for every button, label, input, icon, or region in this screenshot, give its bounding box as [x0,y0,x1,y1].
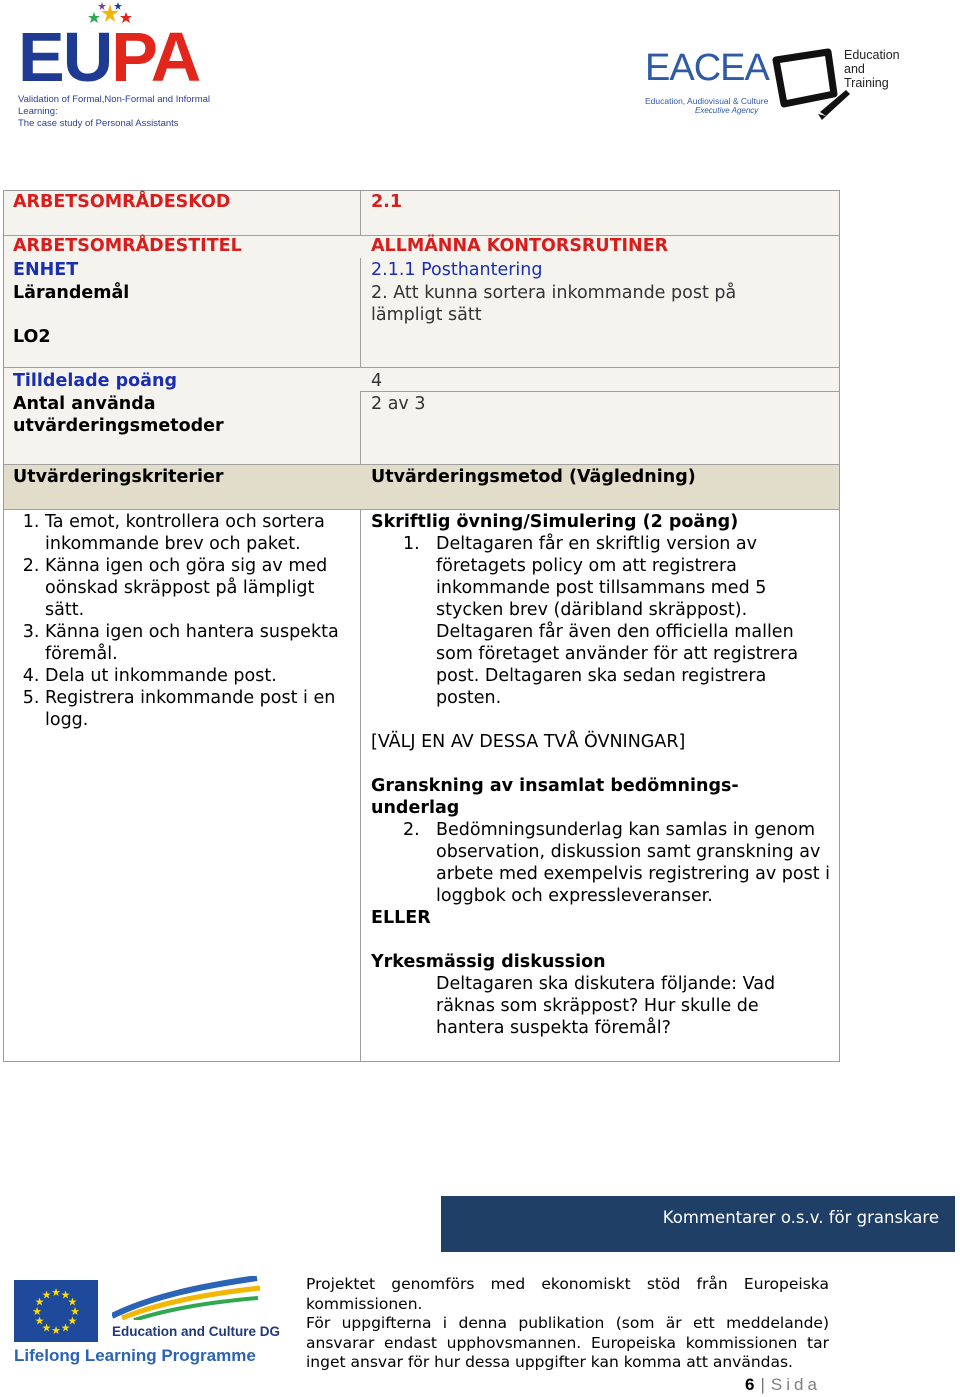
points-label: Tilldelade poäng [13,371,177,391]
criteria-item: 4. Dela ut inkommande post. [45,665,357,687]
eupa-logo [14,2,239,129]
eu-flag-icon [14,1280,98,1342]
unit-value: 2.1.1 Posthantering [371,260,543,280]
method3-text: Deltagaren ska diskutera följande: Vad räknas som skräppost? Hur skulle de hantera suspekta föremål? [436,974,776,1038]
svg-text:★: ★ [51,1324,61,1337]
method2-title: Granskning av insamlat bedömnings-underlag [371,776,739,818]
svg-text:★: ★ [34,1295,45,1309]
methods-label: Antal använda utvärderingsmetoder [13,394,224,436]
learning-goal-code: LO2 [13,327,51,347]
or-label: ELLER [371,908,431,928]
learning-goal-label: Lärandemål [13,283,130,303]
methods-value: 2 av 3 [371,394,426,414]
svg-text:★: ★ [60,1321,71,1335]
education-training-logo: Education and Training [772,46,902,122]
svg-text:★: ★ [51,1286,61,1299]
page-number: 6 | Sida [745,1375,821,1394]
disclaimer-responsibility: För uppgifterna i denna publikation (som är ett meddelande) ansvarar endast upphovsmannen. Europeiska kommissionen tar inget ansvar för hur dessa uppgifter kan komma att användas. [306,1314,829,1371]
reviewer-comments-banner [441,1196,955,1252]
llp-label: Lifelong Learning Programme [14,1346,256,1365]
criteria-header: Utvärderingskriterier [13,467,224,487]
method2-text: Bedömningsunderlag kan samlas in genom observation, diskussion samt granskning av arbete med exempelvis registrering av post i loggbok och expressleveranser. [436,820,830,906]
svg-text:★: ★ [70,1305,80,1318]
criteria-item: 2. Känna igen och göra sig av med oönskad skräppost på lämpligt sätt. [45,555,357,621]
banner-text: Kommentarer o.s.v. för granskare [662,1208,939,1227]
method1-number: 1. [403,534,420,554]
method1-text: Deltagaren får en skriftlig version av företagets policy om att registrera inkommande post tillsammans med 5 stycken brev (däribland skräppost). Deltagaren får även den officiella mallen som företaget använder för att registrera post. Deltagaren ska sedan registrera posten. [436,534,799,708]
criteria-item: 3. Känna igen och hantera suspekta föremål. [45,621,357,665]
eu-dg-label: Education and Culture DG [112,1324,281,1339]
eacea-wordmark: EACEA [645,47,769,89]
method1-title: Skriftlig övning/Simulering (2 poäng) [371,512,739,532]
swoosh-icon [112,1276,262,1320]
computer-screen-icon [772,46,852,122]
svg-text:★: ★ [41,1321,52,1335]
disclaimer-funding: Projektet genomförs med ekonomiskt stöd från Europeiska kommissionen. [306,1275,829,1313]
eacea-logo: EACEA Education, Audiovisual & Culture Executive Agency [645,47,769,115]
svg-text:★: ★ [32,1305,42,1318]
choose-note: [VÄLJ EN AV DESSA TVÅ ÖVNINGAR] [371,732,686,752]
svg-text:★: ★ [67,1295,78,1309]
criteria-item: 1. Ta emot, kontrollera och sortera inkommande brev och paket. [45,511,357,555]
method2-number: 2. [403,820,420,840]
svg-text:★: ★ [41,1288,52,1302]
learning-goal-value: 2. Att kunna sortera inkommande post på lämpligt sätt [371,283,737,325]
area-title-label: ARBETSOMRÅDESTITEL [13,236,242,256]
area-code-label: ARBETSOMRÅDESKOD [13,192,231,212]
eupa-wordmark: EUPA [18,18,200,96]
method3-title: Yrkesmässig diskussion [371,952,606,972]
disclaimer [306,1275,829,1373]
eupa-subtitle: Validation of Formal,Non-Formal and Informal Learning: The case study of Personal Assistants [18,94,211,129]
svg-text:★: ★ [67,1314,78,1328]
points-value: 4 [371,371,383,391]
criteria-list [12,511,357,731]
area-code-value: 2.1 [371,192,403,212]
criteria-item: 5. Registrera inkommande post i en logg. [45,687,357,731]
svg-text:★: ★ [34,1314,45,1328]
area-title-value: ALLMÄNNA KONTORSRUTINER [371,236,669,256]
method-header: Utvärderingsmetod (Vägledning) [371,467,696,487]
svg-text:★: ★ [60,1288,71,1302]
lifelong-learning-logo [14,1276,281,1372]
unit-label: ENHET [13,260,79,280]
